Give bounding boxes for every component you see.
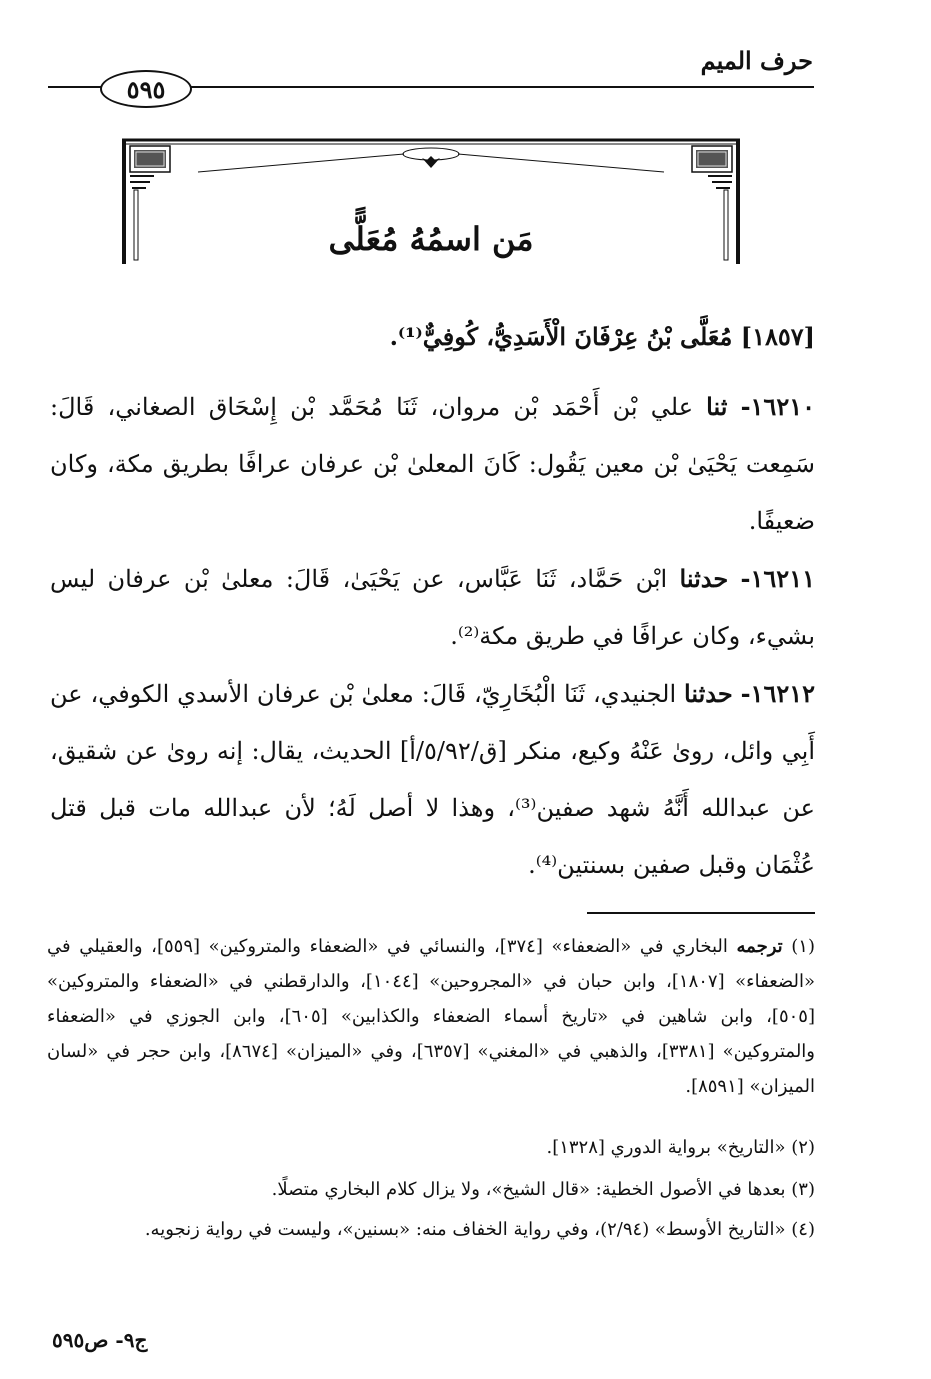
footnote-marker: (١) bbox=[791, 936, 815, 957]
hadith-paragraph bbox=[50, 665, 815, 894]
footnote-marker: (٢) bbox=[791, 1137, 815, 1158]
footnote-marker: (٤) bbox=[791, 1219, 815, 1240]
paragraph-keyword: حدثنا bbox=[679, 564, 729, 593]
chapter-title: حرف الميم bbox=[700, 46, 813, 75]
footnote-text: بعدها في الأصول الخطية: «قال الشيخ»، ولا يزال كلام البخاري متصلًا. bbox=[271, 1179, 786, 1200]
volume-page-reference: ج٩- ص٥٩٥ bbox=[52, 1328, 148, 1352]
entry-heading: [١٨٥٧] مُعَلَّى بْنُ عِرْفَانَ الْأَسَدِيُّ، كُوفِيٌّ⁽¹⁾. bbox=[389, 322, 815, 351]
paragraph-number: ١٦٢١١- bbox=[740, 564, 815, 593]
paragraph-text: ابْن حَمَّاد، ثَنَا عَبَّاس، عن يَحْيَىٰ، قَالَ: معلىٰ بْن عرفان ليس بشيء، وكان عرافًا في طريق مكة⁽²⁾. bbox=[50, 565, 815, 650]
footnote bbox=[47, 1212, 815, 1247]
page-number: ٥٩٥ bbox=[126, 74, 166, 104]
paragraph-keyword: ثنا bbox=[706, 392, 728, 421]
footnote-text: «التاريخ» برواية الدوري [١٣٢٨]. bbox=[546, 1137, 786, 1158]
crest-icon bbox=[422, 156, 440, 168]
paragraph-number: ١٦٢١٢- bbox=[740, 679, 815, 708]
footnote bbox=[47, 1130, 815, 1165]
footnote-text: البخاري في «الضعفاء» [٣٧٤]، والنسائي في «الضعفاء والمتروكين» [٥٥٩]، والعقيلي في «الضعفاء» [١٨٠٧]، وابن حبان في «المجروحين» [١٠٤٤]، والدارقطني في «الضعفاء والمتروكين» [٥٠٥]، وابن شاهين في «تاريخ أسماء الضعفاء والكذابين» [٦٠٥]، وابن الجوزي في «الضعفاء والمتروكين» [٣٣٨١]، والذهبي في «المغني» [٦٣٥٧]، وفي «الميزان» [٨٦٧٤]، وابن حجر في «لسان الميزان» [٨٥٩١]. bbox=[47, 936, 816, 1097]
section-title: مَن اسمُهُ مُعَلًّى bbox=[328, 220, 534, 258]
paragraph-keyword: حدثنا bbox=[684, 679, 733, 708]
hadith-paragraph bbox=[50, 378, 815, 550]
paragraph-text: علي بْن أَحْمَد بْن مروان، ثَنَا مُحَمَّد بْن إِسْحَاق الصغاني، قَالَ: سَمِعت يَحْيَىٰ بْن معين يَقُول: كَانَ المعلىٰ بْن عرفان عرافًا بطريق مكة، وكان ضعيفًا. bbox=[50, 393, 815, 535]
footnote-marker: (٣) bbox=[791, 1179, 815, 1200]
page-number-badge bbox=[100, 70, 192, 108]
footnote-keyword: ترجمه bbox=[736, 936, 783, 957]
footnote bbox=[47, 1172, 815, 1207]
paragraph-number: ١٦٢١٠- bbox=[740, 392, 815, 421]
footnote-text: «التاريخ الأوسط» (٢/٩٤)، وفي رواية الخفاف منه: «بسنين»، وليست في رواية زنجويه. bbox=[144, 1219, 786, 1240]
footnote-separator bbox=[587, 912, 815, 914]
footnote bbox=[47, 929, 815, 1104]
hadith-paragraph bbox=[50, 550, 815, 665]
paragraph-text: الجنيدي، ثَنَا الْبُخَارِيّ، قَالَ: معلىٰ بْن عرفان الأسدي الكوفي، عن أَبِي وائل، روىٰ عَنْهُ وكيع، منكر [ق/٥/٩٢/أ] الحديث، يقال: إنه روىٰ عن شقيق، عن عبدالله أَنَّهُ شهد صفين⁽³⁾، وهذا لا أصل لَهُ؛ لأن عبدالله مات قبل قتل عُثْمَان وقبل صفين بسنتين⁽⁴⁾. bbox=[50, 680, 815, 879]
